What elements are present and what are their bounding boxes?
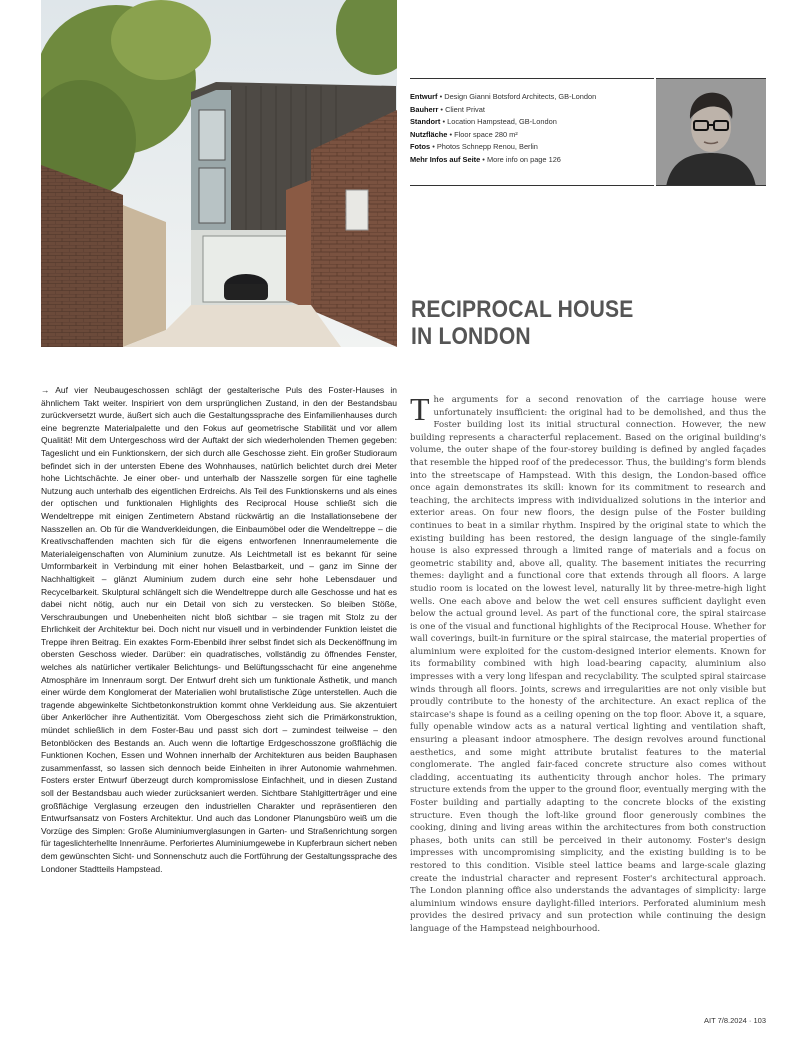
english-text-column	[410, 391, 766, 936]
house-photo	[41, 0, 397, 347]
credit-value: Floor space 280 m²	[454, 129, 518, 139]
architect-portrait	[656, 78, 766, 186]
credit-value: Client Privat	[445, 104, 485, 114]
drop-cap: T	[410, 391, 430, 427]
house-photo-illustration	[41, 0, 397, 347]
credit-label: Nutzfläche	[410, 129, 448, 139]
page-title	[411, 296, 633, 350]
german-text-column: → Auf vier Neubaugeschossen schlägt der gestalterische Puls des Foster-Hauses in ähnlichem Takt weiter. Inspiriert von dem ursprünglichen Zustand, in den der Bestandsbau zurückversetzt wurde, äußert sich auch die Gestaltungssprache des Einfamilienhauses durch eine begrenzte Materialpalette und den Fokus auf geometrische Stabilität und vor allem Qualität! Mit dem Untergeschoss wird der Auftakt der sich wiederholenden Themen gegeben: Tageslicht und ein Funktionskern, der sich durch alle Geschosse zieht. Ein großer Studioraum befindet sich in der untersten Ebene des Wohnhauses, natürlich belichtet durch drei Meter hohe Lichtschächte. Je einer ober- und unterhalb der Nasszelle sorgen für eine taghelle Nutzung auch unterhalb des eigentlichen Erdreichs. Als Teil des Funktionskerns und als eines der optischen und funktionalen Highlights des Reciprocal House schließt sich die Wendeltreppe mit einigen Zentimetern Abstand rückwärtig an die Installationsebene der Nasszellen an. Ob für die Wandverkleidungen, die Einbaumöbel oder die Wendeltreppe – die Kreativschaffenden machten sich für die eigens entworfenen Innenraumelemente die Materialeigenschaften von Aluminium zunutze. Als Leichtmetall ist es bekannt für seine Umformbarkeit in Verbindung mit einer hohen Belastbarkeit, und – ganz im Sinne der Nachhaltigkeit – glänzt Aluminium zudem durch eine sehr hohe Lebensdauer und Recycelbarkeit. Skulptural schlängelt sich die Wendeltreppe durch alle Geschosse und hat es dabei nicht nötig, auch nur ein Detail von sich zu verstecken. So bleiben Stöße, Verschraubungen und Unebenheiten nicht bloß sichtbar – sie tragen mit Stolz zu der Ehrlichkeit der Architektur bei. Doch nicht nur visuell und in verbindender Funktion leistet die Treppe ihren Beitrag. Ein exaktes Form-Ebenbild ihrer selbst findet sich als Deckenöffnung im obersten Geschoss wieder. Darüber: ein quadratisches, vollständig zu öffnendes Fenster, welches als natürlicher vertikaler Belichtungs- und Belüftungsschacht für eine angenehme Atmosphäre im Innenraum sorgt. Der Entwurf dreht sich um funktionale Ästhetik, und manch einer würde dem Konglomerat der Materialien wohl brutalistische Züge unterstellen. Auch die tragende abgewinkelte Sichtbetonkonstruktion kommt ohne Verkleidung aus. Sie akzentuiert über Ankerlöcher ihre Authentizität. Vom Obergeschoss zieht sich die Primärkonstruktion, mündet schließlich in dem Foster-Bau und passt sich dort – zumindest teilweise – den Betonblöcken des Bestands an. Auch wenn die loftartige Erdgeschosszone großflächig die Funktionen Kochen, Essen und Wohnen innerhalb der Architekturen aus beiden Bauphasen zusammenfasst, so lassen sich dennoch beide Einheiten in ihrer Autonomie wahrnehmen. Fosters erster Entwurf überzeugt durch kompromisslose Einfachheit, und in diesen Zustand soll der Bestandsbau auch wieder zurücksaniert werden. Sichtbare Stahlgitterträger und eine großflächige Verglasung erzeugen den industriellen Charakter und repräsentieren den Entwurfsansatz von Fosters Architektur. Und auch das Londoner Planungsbüro weiß um die Vorzüge des Simplen: Große Aluminiumverglasungen in Garten- und Straßenrichtung sorgen für tageslichterhellte Innenräume. Perforiertes Aluminiumgewebe in Kupferbraun sichert neben dem gewünschten Sicht- und Sonnenschutz auch die Fortführung der Gestaltungssprache des Londoner Stadtteils Hampstead.	[41, 385, 397, 874]
credit-row: Fotos • Photos Schnepp Renou, Berlin	[410, 142, 538, 152]
title-line: RECIPROCAL HOUSE	[411, 296, 634, 323]
credit-label: Fotos	[410, 142, 431, 152]
credit-row: Bauherr • Client Privat	[410, 104, 485, 114]
credit-row: Nutzfläche • Floor space 280 m²	[410, 129, 518, 139]
english-body: he arguments for a second renovation of the carriage house were unfortunately insufficient: the original had to be demolished, and thus the Foster building lost its initial structural connection. However, the new building represents a characterful replacement. Based on the original building's volume, the outer shape of the four-storey building is defined by angled façades that resemble the hipped roof of the predecessor. Thus, the building's form blends into the streetscape of Hampstead. With this design, the London-based office once again demonstrates its skill: known for its commitment to research and teaching, the architects impress with individualized solutions in the interior and exterior areas. On four new floors, the design pulse of the Foster building continues to beat in a similar rhythm. Inspired by the original state to which the existing building has been restored, the design language of the single-family house is also expressed through a limited range of materials and a focus on geometric stability and, above all, quality. The basement initiates the recurring themes: daylight and a functional core that extends through all floors. A large studio room is located on the lowest level, naturally lit by three-metre-high light wells. One each above and below the wet cell ensures sufficient daylight even below the actual ground level. As part of the functional core, the spiral staircase is one of the visual and functional highlights of the Reciprocal House. Whether for wall coverings, built-in furniture or the spiral staircase, the material properties of aluminium were exploited for the custom-designed interior elements. Known for its formability combined with high load-bearing capacity, aluminium also impresses with a very long lifespan and recyclability. The sculpted spiral staircase winds through all floors. Joints, screws and irregularities are not only visible but proudly contribute to the honesty of the architecture. An exact replica of the staircase's shape is found as a ceiling opening on the top floor. Above it, a square, fully openable window acts as a natural vertical lighting and ventilation shaft, ensuring a pleasant indoor atmosphere. The design revolves around functional aesthetics, and some might attribute brutalist features to the material conglomerate. The angled fair-faced concrete structure also comes without cladding, accentuating its authenticity through anchor holes. The primary structure extends from the upper to the ground floor, eventually merging with the Foster building and partially adapting to the concrete blocks of the existing structure. Even though the loft-like ground floor generously combines the cooking, dining and living areas within the architectures from both construction phases, both units can still be perceived in their autonomy. Foster's design impresses with uncompromising simplicity, and the existing building is to be restored to this condition. Visible steel lattice beams and large-scale glazing create the industrial character and represent Foster's architectural approach. The London planning office also understands the advantages of simplicity: large aluminium windows ensure daylight-filled interiors. Perforated aluminium mesh provides the desired privacy and sun protection while continuing the design language of the Hampstead neighbourhood.	[410, 395, 766, 934]
credit-value: More info on page 126	[486, 154, 561, 164]
credit-row: Standort • Location Hampstead, GB-London	[410, 117, 557, 127]
credit-label: Mehr Infos auf Seite	[410, 154, 481, 164]
credit-row: Entwurf • Design Gianni Botsford Architects, GB-London	[410, 92, 597, 101]
page-footer: AIT 7/8.2024 · 103	[704, 1016, 766, 1025]
credits-block	[410, 78, 654, 186]
credit-label: Bauherr	[410, 104, 439, 114]
portrait-illustration	[656, 79, 766, 186]
credit-value: Design Gianni Botsford Architects, GB-London	[444, 92, 597, 101]
credit-row: Mehr Infos auf Seite • More info on page 126	[410, 154, 561, 164]
credit-value: Location Hampstead, GB-London	[447, 117, 557, 127]
credit-label: Standort	[410, 117, 441, 127]
credit-label: Entwurf	[410, 92, 438, 101]
credit-value: Photos Schnepp Renou, Berlin	[436, 142, 538, 152]
title-line: IN LONDON	[411, 323, 531, 350]
